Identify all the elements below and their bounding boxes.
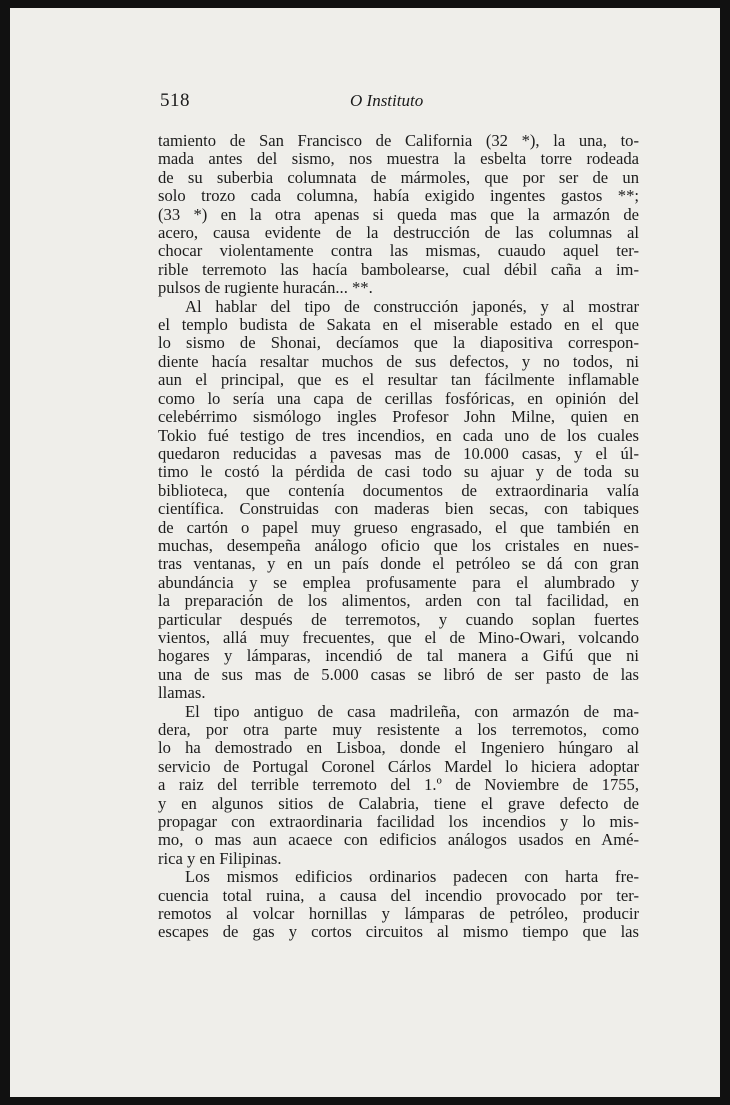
text-line: pulsos de rugiente huracán... **.	[158, 278, 373, 298]
text-line: tras ventanas, y en un país donde el petróleo se dá con gran	[158, 554, 639, 574]
text-line: mo, o mas aun acaece con edificios análogos usados en Amé-	[158, 830, 639, 850]
text-line: servicio de Portugal Coronel Cárlos Mardel lo hiciera adoptar	[158, 756, 639, 776]
text-line: llamas.	[158, 683, 206, 703]
text-line: y en algunos sitios de Calabria, tiene el grave defecto de	[158, 793, 639, 813]
book-page	[10, 8, 720, 1097]
text-line: vientos, allá muy frecuentes, que el de Mino-Owari, volcando	[158, 627, 639, 647]
text-line: Los mismos edificios ordinarios padecen con harta fre-	[185, 867, 639, 887]
text-line: una de sus mas de 5.000 casas se libró de ser pasto de las	[158, 664, 639, 684]
text-line: lo sismo de Shonai, decíamos que la diapositiva correspon-	[158, 333, 639, 353]
text-line: abundáncia y se emplea profusamente para el alumbrado y	[158, 572, 639, 592]
text-line: científica. Construidas con maderas bien secas, con tabiques	[158, 499, 639, 519]
text-line: quedaron reducidas a pavesas mas de 10.000 casas, y el úl-	[158, 443, 639, 463]
text-line: acero, causa evidente de la destrucción de las columnas al	[158, 223, 639, 243]
text-line: hogares y lámparas, incendió de tal manera a Gifú que ni	[158, 646, 639, 666]
text-line: rible terremoto las hacía bambolearse, cual débil caña a im-	[158, 259, 639, 279]
text-line: chocar violentamente contra las mismas, cuaudo aquel ter-	[158, 241, 639, 261]
text-line: timo le costó la pérdida de casi todo su ajuar y de toda su	[158, 462, 639, 482]
text-line: dera, por otra parte muy resistente a los terremotos, como	[158, 720, 639, 739]
text-line: lo ha demostrado en Lisboa, donde el Ingeniero húngaro al	[158, 738, 639, 758]
text-line: (33 *) en la otra apenas si queda mas que la armazón de	[158, 204, 639, 224]
text-line: Tokio fué testigo de tres incendios, en cada uno de los cuales	[158, 425, 639, 445]
text-line: de su suberbia columnata de mármoles, que por ser de un	[158, 167, 639, 187]
text-line: particular después de terremotos, y cuando soplan fuertes	[158, 609, 639, 629]
running-title: O Instituto	[350, 91, 424, 110]
page-header	[160, 90, 640, 120]
text-line: la preparación de los alimentos, arden con tal facilidad, en	[158, 591, 639, 611]
text-line: aun el principal, que es el resultar tan fácilmente inflamable	[158, 370, 639, 390]
page-number: 518	[160, 90, 190, 111]
text-line: como lo sería una capa de cerillas fosfóricas, en opinión del	[158, 388, 639, 408]
text-line: celebérrimo sismólogo ingles Profesor John Milne, quien en	[158, 407, 639, 427]
text-line: muchas, desempeña análogo oficio que los cristales en nues-	[158, 535, 639, 555]
text-line: escapes de gas y cortos circuitos al mismo tiempo que las	[158, 922, 639, 942]
text-line: tamiento de San Francisco de California (32 *), la una, to-	[158, 131, 639, 150]
text-line: el templo budista de Sakata en el miserable estado en el que	[158, 315, 639, 335]
text-line: rica y en Filipinas.	[158, 848, 282, 868]
text-line: de cartón o papel muy grueso engrasado, el que también en	[158, 517, 639, 537]
text-line: a raiz del terrible terremoto del 1.º de Noviembre de 1755,	[158, 775, 639, 795]
text-line: remotos al volcar hornillas y lámparas de petróleo, producir	[158, 904, 639, 924]
text-line: solo trozo cada columna, había exigido ingentes gastos **;	[158, 186, 639, 206]
body-text	[158, 132, 639, 942]
text-line: El tipo antiguo de casa madrileña, con armazón de ma-	[185, 701, 639, 721]
text-line: biblioteca, que contenía documentos de extraordinaria valía	[158, 480, 639, 500]
text-line: Al hablar del tipo de construcción japonés, y al mostrar	[185, 296, 639, 316]
text-line: propagar con extraordinaria facilidad los incendios y lo mis-	[158, 812, 639, 832]
text-line: mada antes del sismo, nos muestra la esbelta torre rodeada	[158, 149, 639, 169]
text-line: cuencia total ruina, a causa del incendio provocado por ter-	[158, 885, 639, 905]
text-line: diente hacía resaltar muchos de sus defectos, y no todos, ni	[158, 351, 639, 371]
